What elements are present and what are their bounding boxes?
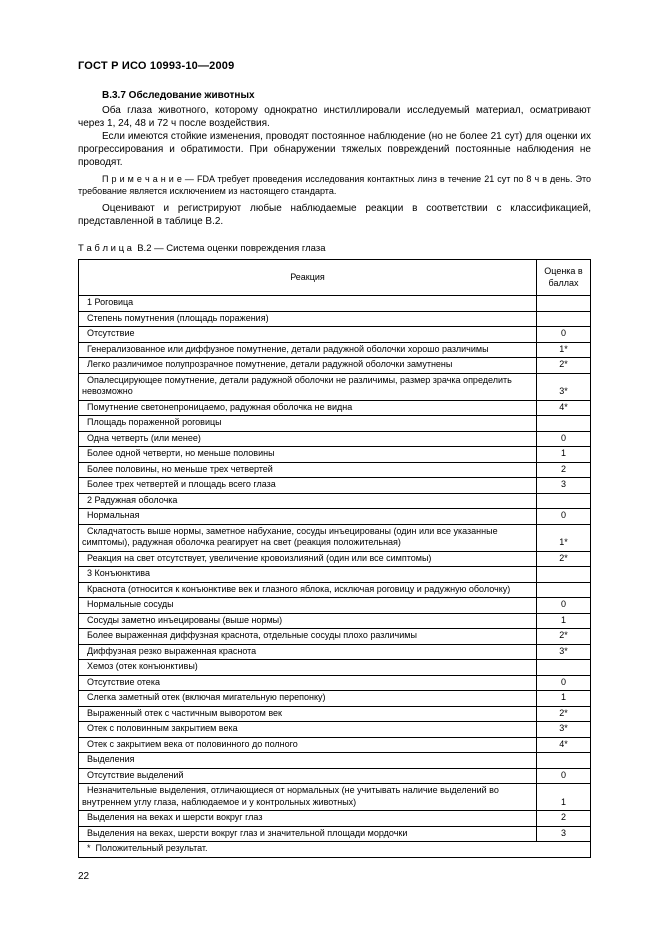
table-row	[79, 493, 591, 509]
score-cell	[537, 567, 591, 583]
score-cell: 0	[537, 327, 591, 343]
score-cell: 1	[537, 613, 591, 629]
table-row	[79, 342, 591, 358]
reaction-cell: Помутнение светонепроницаемо, радужная оболочка не видна	[79, 400, 537, 416]
score-cell: 0	[537, 431, 591, 447]
score-cell: 0	[537, 598, 591, 614]
reaction-cell: Слегка заметный отек (включая мигательную перепонку)	[79, 691, 537, 707]
table-row	[79, 509, 591, 525]
table-row	[79, 524, 591, 551]
score-cell: 2*	[537, 551, 591, 567]
table-row	[79, 768, 591, 784]
table-row	[79, 811, 591, 827]
table-foot	[79, 842, 591, 858]
score-cell	[537, 296, 591, 312]
score-cell: 2	[537, 811, 591, 827]
reaction-cell: Более одной четверти, но меньше половины	[79, 447, 537, 463]
table-row	[79, 551, 591, 567]
table-footnote-row	[79, 842, 591, 858]
table-row	[79, 567, 591, 583]
table-row	[79, 722, 591, 738]
reaction-cell: Более половины, но меньше трех четвертей	[79, 462, 537, 478]
paragraph-observation: Оба глаза животного, которому однократно инстиллировали исследуемый материал, осматривают через 1, 24, 48 и 72 ч после воздействия.	[78, 105, 591, 129]
reaction-cell: Отсутствие	[79, 327, 537, 343]
reaction-cell: Отек с половинным закрытием века	[79, 722, 537, 738]
table-row	[79, 737, 591, 753]
score-cell: 0	[537, 675, 591, 691]
score-cell: 4*	[537, 737, 591, 753]
document-header: ГОСТ Р ИСО 10993-10—2009	[78, 60, 235, 72]
table-row	[79, 826, 591, 842]
table-head	[79, 260, 591, 296]
column-header-reaction: Реакция	[79, 260, 537, 296]
assessment-table	[78, 259, 591, 858]
paragraph-persistent-changes: Если имеются стойкие изменения, проводят постоянное наблюдение (но не более 21 сут) для оценки их прогрессирования и обратимости. При обнаружении тяжелых повреждений постоянные наблюдения не проводят.	[78, 131, 591, 168]
paragraph-register-reactions: Оценивают и регистрируют любые наблюдаемые реакции в соответствии с классификацией, представленной в таблице В.2.	[78, 203, 591, 227]
reaction-cell: Отек с закрытием века от половинного до полного	[79, 737, 537, 753]
score-cell: 1	[537, 691, 591, 707]
score-cell: 3*	[537, 373, 591, 400]
score-cell	[537, 582, 591, 598]
table-row	[79, 629, 591, 645]
score-cell: 2*	[537, 358, 591, 374]
reaction-cell: Отсутствие отека	[79, 675, 537, 691]
reaction-cell: Незначительные выделения, отличающиеся от нормальных (не учитывать наличие выделений во внутреннем углу глаза, наблюдаемое и у контрольных животных)	[79, 784, 537, 811]
reaction-cell: Нормальная	[79, 509, 537, 525]
table-caption: Т а б л и ц а В.2 — Система оценки повреждения глаза	[78, 243, 326, 254]
score-cell	[537, 660, 591, 676]
reaction-cell: Легко различимое полупрозрачное помутнение, детали радужной оболочки замутнены	[79, 358, 537, 374]
table-row	[79, 613, 591, 629]
table-row	[79, 373, 591, 400]
table-row	[79, 598, 591, 614]
table-row	[79, 327, 591, 343]
reaction-cell: Площадь пораженной роговицы	[79, 416, 537, 432]
reaction-cell: Степень помутнения (площадь поражения)	[79, 311, 537, 327]
score-cell: 3	[537, 826, 591, 842]
table-row	[79, 358, 591, 374]
reaction-cell: Хемоз (отек конъюнктивы)	[79, 660, 537, 676]
score-cell: 2	[537, 462, 591, 478]
column-header-score: Оценка в баллах	[537, 260, 591, 296]
reaction-cell: Диффузная резко выраженная краснота	[79, 644, 537, 660]
reaction-cell: Одна четверть (или менее)	[79, 431, 537, 447]
section-heading: В.3.7 Обследование животных	[102, 90, 255, 101]
score-cell	[537, 416, 591, 432]
score-cell: 1	[537, 447, 591, 463]
reaction-cell: Более выраженная диффузная краснота, отдельные сосуды плохо различимы	[79, 629, 537, 645]
table-footnote: * Положительный результат.	[79, 842, 591, 858]
score-cell: 1*	[537, 342, 591, 358]
reaction-cell: Складчатость выше нормы, заметное набухание, сосуды инъецированы (один или все указанные симптомы), радужная оболочка реагирует на свет (реакция положительная)	[79, 524, 537, 551]
score-cell: 3*	[537, 722, 591, 738]
table-row	[79, 675, 591, 691]
reaction-cell: 3 Конъюнктива	[79, 567, 537, 583]
reaction-cell: 2 Радужная оболочка	[79, 493, 537, 509]
table-row	[79, 462, 591, 478]
table-row	[79, 753, 591, 769]
reaction-cell: Более трех четвертей и площадь всего глаза	[79, 478, 537, 494]
reaction-cell: Генерализованное или диффузное помутнение, детали радужной оболочки хорошо различимы	[79, 342, 537, 358]
score-cell: 1*	[537, 524, 591, 551]
reaction-cell: Выделения на веках, шерсти вокруг глаз и значительной площади мордочки	[79, 826, 537, 842]
score-cell: 0	[537, 768, 591, 784]
table-row	[79, 784, 591, 811]
reaction-cell: 1 Роговица	[79, 296, 537, 312]
table-row	[79, 311, 591, 327]
reaction-cell: Выделения на веках и шерсти вокруг глаз	[79, 811, 537, 827]
table-row	[79, 478, 591, 494]
table-row	[79, 400, 591, 416]
table-row	[79, 431, 591, 447]
table-row	[79, 660, 591, 676]
assessment-table-body	[79, 296, 591, 842]
note-paragraph: П р и м е ч а н и е — FDA требует проведения исследования контактных линз в течение 21 сут по 8 ч в день. Это требование является исключением из настоящего стандарта.	[78, 174, 591, 196]
table-row	[79, 644, 591, 660]
score-cell: 4*	[537, 400, 591, 416]
table-row	[79, 447, 591, 463]
score-cell: 2*	[537, 706, 591, 722]
table-row	[79, 416, 591, 432]
reaction-cell: Нормальные сосуды	[79, 598, 537, 614]
table-row	[79, 706, 591, 722]
score-cell: 3	[537, 478, 591, 494]
reaction-cell: Выраженный отек с частичным выворотом век	[79, 706, 537, 722]
score-cell	[537, 493, 591, 509]
reaction-cell: Выделения	[79, 753, 537, 769]
table-row	[79, 691, 591, 707]
reaction-cell: Отсутствие выделений	[79, 768, 537, 784]
table-row	[79, 296, 591, 312]
score-cell: 2*	[537, 629, 591, 645]
score-cell: 0	[537, 509, 591, 525]
score-cell: 3*	[537, 644, 591, 660]
table-header-row	[79, 260, 591, 296]
score-cell	[537, 753, 591, 769]
reaction-cell: Сосуды заметно инъецированы (выше нормы)	[79, 613, 537, 629]
score-cell	[537, 311, 591, 327]
page-number: 22	[78, 870, 90, 882]
reaction-cell: Краснота (относится к конъюнктиве век и глазного яблока, исключая роговицу и радужную оболочку)	[79, 582, 537, 598]
reaction-cell: Реакция на свет отсутствует, увеличение кровоизлияний (один или все симптомы)	[79, 551, 537, 567]
score-cell: 1	[537, 784, 591, 811]
reaction-cell: Опалесцирующее помутнение, детали радужной оболочки не различимы, размер зрачка определить невозможно	[79, 373, 537, 400]
table-row	[79, 582, 591, 598]
